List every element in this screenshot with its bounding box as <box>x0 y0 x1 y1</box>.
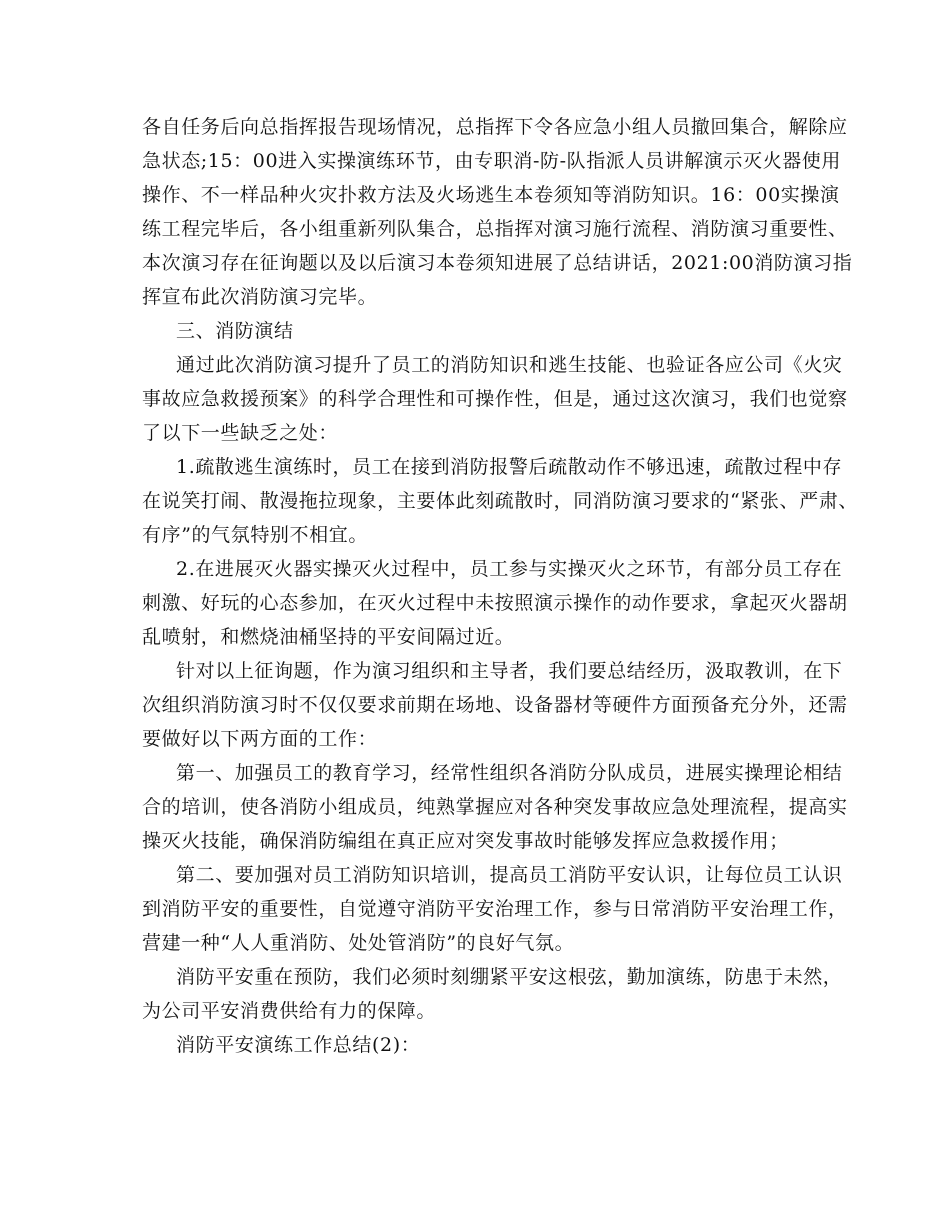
list-item-line: 刺激、好玩的心态参加，在灭火过程中未按照演示操作的动作要求，拿起灭火器胡 <box>142 592 848 614</box>
list-item-line: 2.在进展灭火器实操灭火过程中，员工参与实操灭火之环节，有部分员工存在 <box>176 558 843 580</box>
paragraph-line: 操作、不一样品种火灾扑救方法及火场逃生本卷须知等消防知识。16：00实操演 <box>142 184 840 206</box>
paragraph-line: 到消防平安的重要性，自觉遵守消防平安治理工作，参与日常消防平安治理工作， <box>142 898 848 920</box>
list-item-line: 1.疏散逃生演练时，员工在接到消防报警后疏散动作不够迅速，疏散过程中存 <box>176 456 843 478</box>
list-item-line: 乱喷射，和燃烧油桶坚持的平安间隔过近。 <box>142 626 515 648</box>
paragraph-line: 合的培训，使各消防小组成员，纯熟掌握应对各种突发事故应急处理流程，提高实 <box>142 796 848 818</box>
list-item-line: 有序”的气氛特别不相宜。 <box>142 524 368 546</box>
list-item-line: 在说笑打闹、散漫拖拉现象，主要体此刻疏散时，同消防演习要求的“紧张、严肃、 <box>142 490 858 512</box>
paragraph-line: 事故应急救援预案》的科学合理性和可操作性，但是，通过这次演习，我们也觉察 <box>142 388 848 410</box>
paragraph-line: 操灭火技能，确保消防编组在真正应对突发事故时能够发挥应急救援作用； <box>142 830 789 852</box>
paragraph-line: 本次演习存在征询题以及以后演习本卷须知进展了总结讲话，2021:00消防演习指 <box>142 252 853 274</box>
paragraph-line: 各自任务后向总指挥报告现场情况，总指挥下令各应急小组人员撤回集合，解除应 <box>142 116 848 138</box>
paragraph-line: 消防平安重在预防，我们必须时刻绷紧平安这根弦，勤加演练，防患于未然， <box>176 966 843 988</box>
paragraph-line: 了以下一些缺乏之处： <box>142 422 339 444</box>
paragraph-line: 营建一种“人人重消防、处处管消防”的良好气氛。 <box>142 932 575 954</box>
paragraph-line: 第二、要加强对员工消防知识培训，提高员工消防平安认识，让每位员工认识 <box>176 864 843 886</box>
paragraph-line: 第一、加强员工的教育学习，经常性组织各消防分队成员，进展实操理论相结 <box>176 762 843 784</box>
section-title: 消防平安演练工作总结(2)： <box>176 1034 421 1056</box>
paragraph-line: 针对以上征询题，作为演习组织和主导者，我们要总结经历，汲取教训，在下 <box>176 660 843 682</box>
paragraph-line: 次组织消防演习时不仅仅要求前期在场地、设备器材等硬件方面预备充分外，还需 <box>142 694 848 716</box>
section-heading: 三、消防演结 <box>176 320 294 342</box>
paragraph-line: 要做好以下两方面的工作： <box>142 728 378 750</box>
paragraph-line: 挥宣布此次消防演习完毕。 <box>142 286 378 308</box>
paragraph-line: 通过此次消防演习提升了员工的消防知识和逃生技能、也验证各应公司《火灾 <box>176 354 843 376</box>
paragraph-line: 练工程完毕后，各小组重新列队集合，总指挥对演习施行流程、消防演习重要性、 <box>142 218 848 240</box>
paragraph-line: 为公司平安消费供给有力的保障。 <box>142 1000 437 1022</box>
paragraph-line: 急状态;15：00进入实操演练环节，由专职消-防-队指派人员讲解演示灭火器使用 <box>142 150 841 172</box>
